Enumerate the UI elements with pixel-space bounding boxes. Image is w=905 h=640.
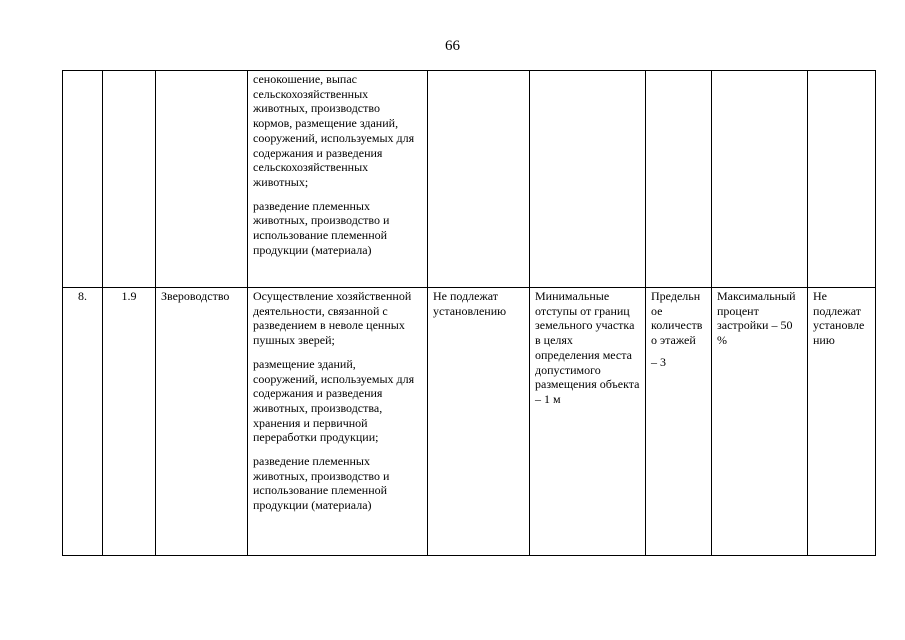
cell-setbacks: Минимальные отступы от границ земельного участка в целях определения места допустимого размещения объекта – 1 м	[530, 288, 646, 556]
cell-permitted-use	[248, 71, 428, 288]
cell-setbacks	[530, 71, 646, 288]
cell-number	[63, 71, 103, 288]
permitted-use-paragraph: размещение зданий, сооружений, используемых для содержания и разведения животных, производства, хранения и первичной переработки продукции;	[253, 356, 415, 445]
permitted-use-paragraph: сенокошение, выпас сельскохозяйственных животных, производство кормов, размещение зданий, сооружений, используемых для содержания и разведения сельскохозяйственных животных;	[253, 72, 415, 189]
permitted-use-paragraph: Осуществление хозяйственной деятельности, связанной с разведением в неволе ценных пушных зверей;	[253, 289, 412, 348]
table-row-continued	[63, 71, 876, 288]
floors-value: – 3	[651, 354, 666, 369]
cell-plot-size: Не подлежат установлению	[428, 288, 530, 556]
cell-plot-size	[428, 71, 530, 288]
cell-number: 8.	[63, 288, 103, 556]
permitted-use-paragraph: разведение племенных животных, производство и использование племенной продукции (материала)	[253, 198, 390, 257]
cell-code: 1.9	[103, 288, 156, 556]
cell-floors	[646, 71, 712, 288]
cell-name	[156, 71, 248, 288]
cell-permitted-use	[248, 288, 428, 556]
cell-name: Звероводство	[156, 288, 248, 556]
cell-other	[808, 71, 876, 288]
permitted-use-paragraph: разведение племенных животных, производство и использование племенной продукции (материала)	[253, 454, 390, 513]
cell-other: Не подлежат установлению	[808, 288, 876, 556]
cell-coverage	[712, 71, 808, 288]
page-number: 66	[445, 38, 460, 54]
cell-code	[103, 71, 156, 288]
floors-label: Предельное количество этажей	[651, 289, 703, 348]
cell-floors	[646, 288, 712, 556]
cell-coverage: Максимальный процент застройки – 50 %	[712, 288, 808, 556]
regulations-table	[62, 70, 876, 556]
table-row-8	[63, 288, 876, 556]
